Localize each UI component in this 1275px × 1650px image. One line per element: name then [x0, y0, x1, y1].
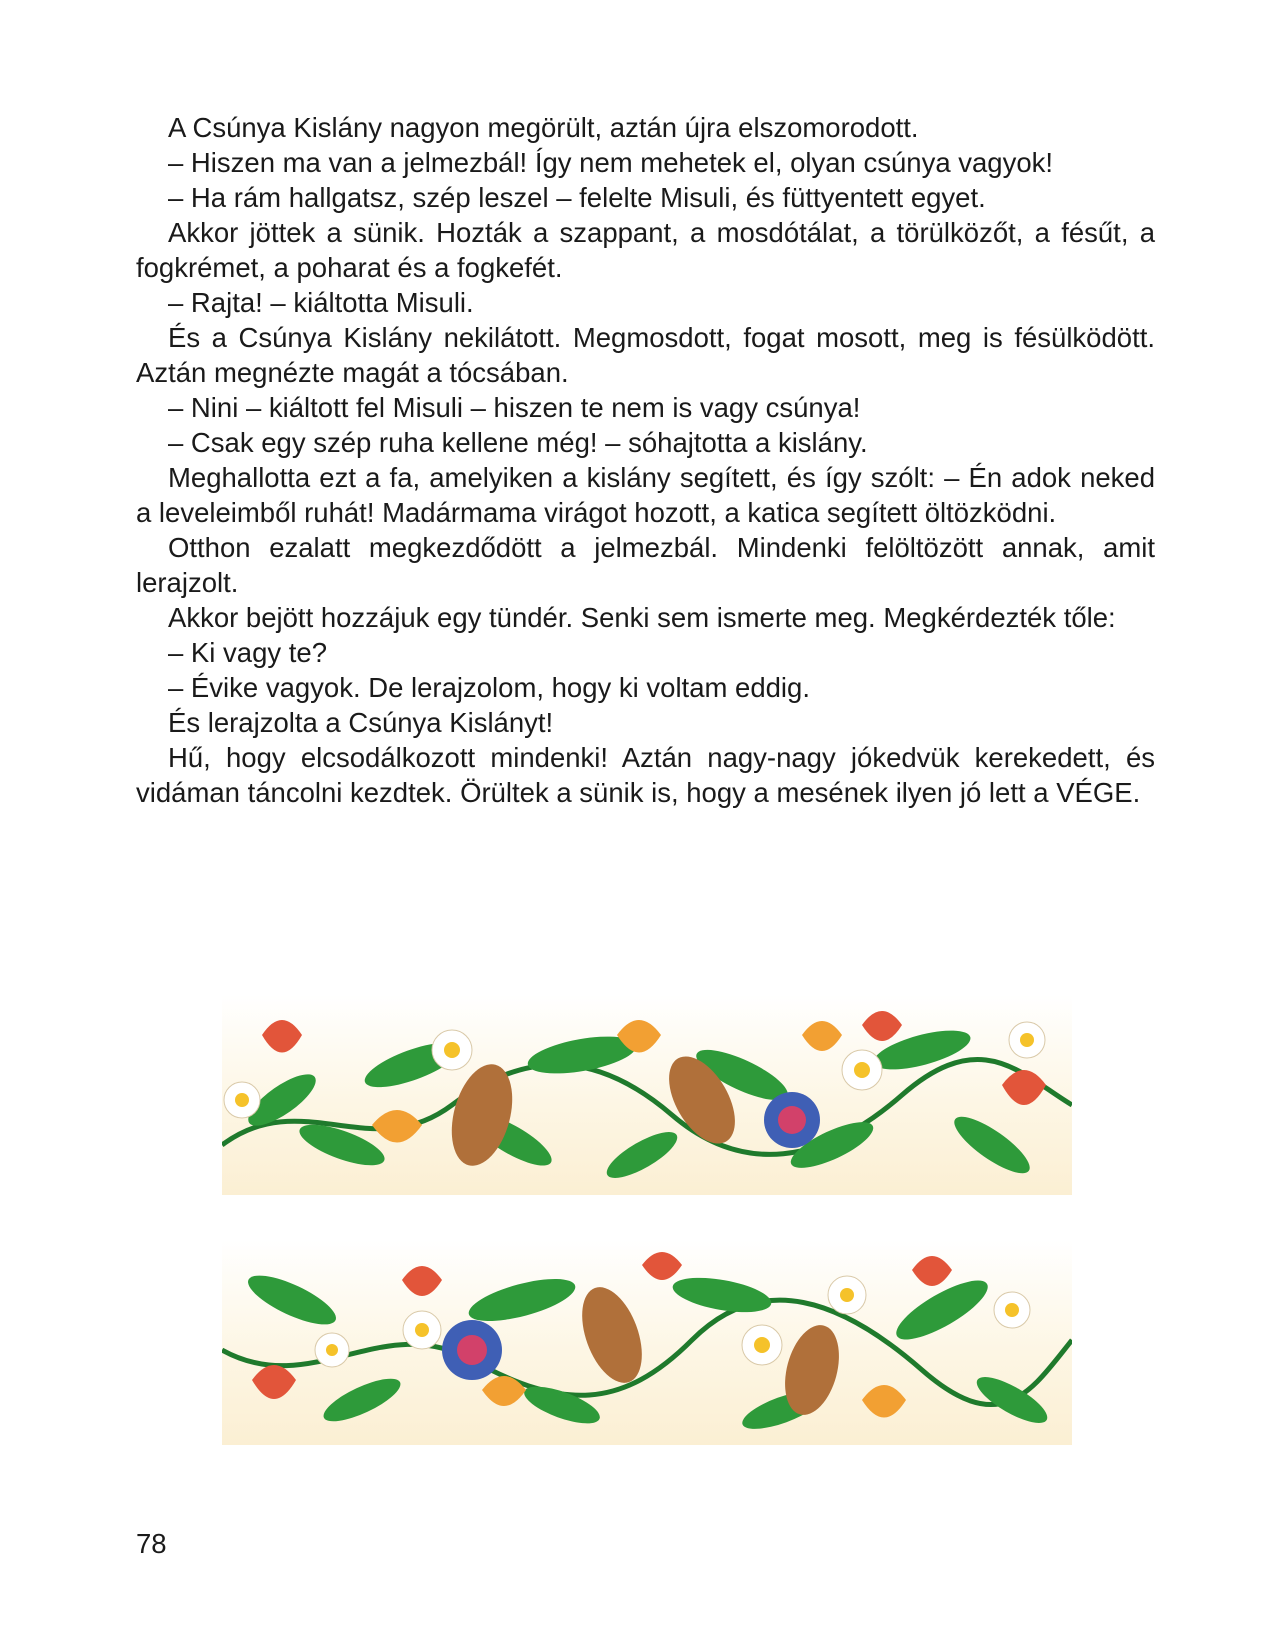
paragraph-8: – Csak egy szép ruha kellene még! – sóhajtotta a kislány. — [168, 427, 868, 458]
floral-border-top — [222, 995, 1072, 1195]
paragraph-1: A Csúnya Kislány nagyon megörült, aztán újra elszomorodott. — [168, 112, 919, 143]
paragraph-12: – Ki vagy te? — [168, 637, 327, 668]
paragraph-5: – Rajta! – kiáltotta Misuli. — [168, 287, 474, 318]
page-number: 78 — [136, 1528, 167, 1559]
floral-ornament-illustration — [222, 1240, 1072, 1445]
paragraph-15: Hű, hogy elcsodálkozott mindenki! Aztán nagy-nagy jókedvük kerekedett, és vidáman táncolni kezdtek. Örültek a sünik is, hogy a mesének ilyen jó lett a VÉGE. — [136, 742, 1155, 808]
paragraph-11: Akkor bejött hozzájuk egy tündér. Senki sem ismerte meg. Megkérdezték tőle: — [168, 602, 1116, 633]
floral-ornament-illustration — [222, 995, 1072, 1195]
paragraph-7: – Nini – kiáltott fel Misuli – hiszen te nem is vagy csúnya! — [168, 392, 861, 423]
paragraph-14: És lerajzolta a Csúnya Kislányt! — [168, 707, 554, 738]
paragraph-6: És a Csúnya Kislány nekilátott. Megmosdott, fogat mosott, meg is fésülködött. Aztán megnézte magát a tócsában. — [136, 322, 1155, 388]
floral-border-bottom — [222, 1240, 1072, 1445]
paragraph-10: Otthon ezalatt megkezdődött a jelmezbál. Mindenki felöltözött annak, amit lerajzolt. — [136, 532, 1155, 598]
paragraph-3: – Ha rám hallgatsz, szép leszel – felelte Misuli, és füttyentett egyet. — [168, 182, 986, 213]
paragraph-2: – Hiszen ma van a jelmezbál! Így nem mehetek el, olyan csúnya vagyok! — [168, 147, 1054, 178]
paragraph-13: – Évike vagyok. De lerajzolom, hogy ki voltam eddig. — [168, 672, 810, 703]
story-text — [136, 110, 1155, 810]
paragraph-9: Meghallotta ezt a fa, amelyiken a kislány segített, és így szólt: – Én adok neked a leveleimből ruhát! Madármama virágot hozott, a katica segített öltözködni. — [136, 462, 1155, 528]
paragraph-4: Akkor jöttek a sünik. Hozták a szappant, a mosdótálat, a törülközőt, a fésűt, a fogkrémet, a poharat és a fogkefét. — [136, 217, 1155, 283]
